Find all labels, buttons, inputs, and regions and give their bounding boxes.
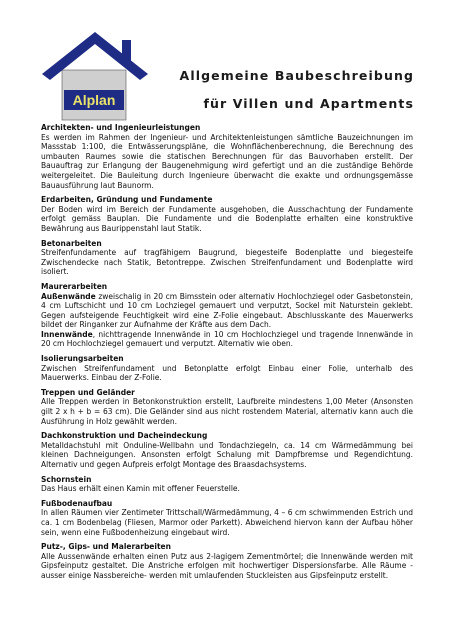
section-text: Alle Aussenwände erhalten einen Putz aus 2-lagigem Zementmörtel; die Innenwände werden mit Gipsfeinputz gestaltet. Die Anstriche erfolgen mit hochwertiger Dispersionsfarbe. Alle Räume -ausser einige Nassbereiche- werden mit umlaufenden Stuckleisten aus Gipsfeinputz erstellt. [41, 551, 413, 580]
section-text: Das Haus erhält einen Kamin mit offener Feuerstelle. [41, 484, 240, 494]
section-betonarbeiten [41, 239, 413, 277]
section-heading: Dachkonstruktion und Dacheindeckung [41, 431, 208, 441]
section-text: Zwischen Streifenfundament und Betonplatte erfolgt Einbau einer Folie, unterhalb des Mauerwerks. Einbau der Z-Folie. [41, 363, 413, 383]
section-fussboden [41, 499, 413, 537]
section-text-aussenwaende [41, 292, 413, 330]
section-heading: Isolierungsarbeiten [41, 354, 124, 364]
section-text: Metalldachstuhl mit Onduline-Wellbahn und Tondachziegeln, ca. 14 cm Wärmedämmung bei kleinen Dachneigungen. Ansonsten erfolgt Schalung mit Dampfbremse und Regendichtung. Alternativ und gegen Aufpreis erfolgt Montage des Braasdachsystems. [41, 440, 413, 469]
section-heading: Architekten- und Ingenieurleistungen [41, 123, 201, 132]
section-text: Streifenfundamente auf tragfähigem Baugrund, biegesteife Bodenplatte und biegesteife Zwischendecke nach Statik, Betontreppe. Zwischen Streifenfundament und Bodenplatte wird isoliert. [41, 248, 413, 277]
section-heading: Maurerarbeiten [41, 281, 108, 291]
section-heading: Treppen und Geländer [41, 387, 135, 397]
lead-aussenwaende: Außenwände [41, 291, 96, 301]
section-heading: Schornstein [41, 474, 92, 484]
section-isolierung [41, 354, 413, 383]
section-text: Alle Treppen werden in Betonkonstruktion erstellt, Laufbreite mindestens 1,00 Meter (Ansonsten gilt 2 x h + b = 63 cm). Die Geländer sind aus nicht rostendem Material, alternativ kann auch die Ausführung in Holz gewählt werden. [41, 397, 413, 426]
section-maurerarbeiten [41, 282, 413, 349]
document-title-line1: Allgemeine Baubeschreibung [179, 68, 414, 83]
section-heading: Fußbodenaufbau [41, 498, 113, 508]
alplan-logo [40, 30, 150, 122]
section-text: Der Boden wird im Bereich der Fundamente ausgehoben, die Ausschachtung der Fundamente erfolgt gemäss Bauplan. Die Fundamente und die Bodenplatte erhalten eine konstruktive Bewährung aus Baurippenstahl laut Statik. [41, 204, 413, 233]
section-text: Es werden im Rahmen der Ingenieur- und Architektenleistungen sämtliche Bauzeichnungen im Massstab 1:100, die Entwässerungspläne, die Wohnflächenberechnung, die Berechnung des umbauten Raumes sowie die statischen Berechnungen für das Bauvorhaben erstellt. Der Bauauftrag zur Erlangung der Baugenehmigung wird gefertigt und an die zuständige Behörde weitergeleitet. Die Bauleitung durch Ingenieure überwacht die exakte und ordnungsgemässe Bauausführung laut Baunorm. [41, 132, 413, 190]
section-erdarbeiten [41, 195, 413, 233]
section-text: In allen Räumen vier Zentimeter Trittschall/Wärmedämmung, 4 – 6 cm schwimmenden Estrich und ca. 1 cm Bodenbelag (Fliesen, Marmor oder Parkett). Abweichend hiervon kann der Aufbau höher sein, wenn eine Fußbodenheizung eingebaut wird. [41, 508, 413, 537]
document-body [41, 123, 413, 586]
section-heading: Betonarbeiten [41, 238, 102, 248]
section-heading: Erdarbeiten, Gründung und Fundamente [41, 195, 213, 205]
section-text-innenwaende [41, 330, 413, 349]
document-title-line2: für Villen und Apartments [203, 96, 414, 111]
section-putz [41, 542, 413, 580]
section-dach [41, 431, 413, 469]
section-heading: Putz-, Gips- und Malerarbeiten [41, 542, 171, 552]
innenwaende-text: , nichttragende Innenwände in 10 cm Hochlochziegel und tragende Innenwände in 20 cm Hochlochziegel gemauert und verputzt. Alternativ wie oben. [41, 329, 413, 349]
logo-wordmark: Alplan [72, 92, 116, 108]
aussenwaende-text: zweischalig in 20 cm Bimsstein oder alternativ Hochlochziegel oder Gasbetonstein, 4 cm Luftschicht und 10 cm Lochziegel gemauert und verputzt, Sockel mit Naturstein geklebt. Gegen aufsteigende Feuchtigkeit wird eine Z-Folie eingebaut. Abschlusskante des Mauerwerks bildet der Ringanker zur Aufnahme der Kräfte aus dem Dach. [41, 291, 413, 330]
section-architekten [41, 123, 413, 190]
section-treppen [41, 388, 413, 426]
section-schornstein [41, 475, 413, 494]
lead-innenwaende: Innenwände [41, 329, 93, 339]
